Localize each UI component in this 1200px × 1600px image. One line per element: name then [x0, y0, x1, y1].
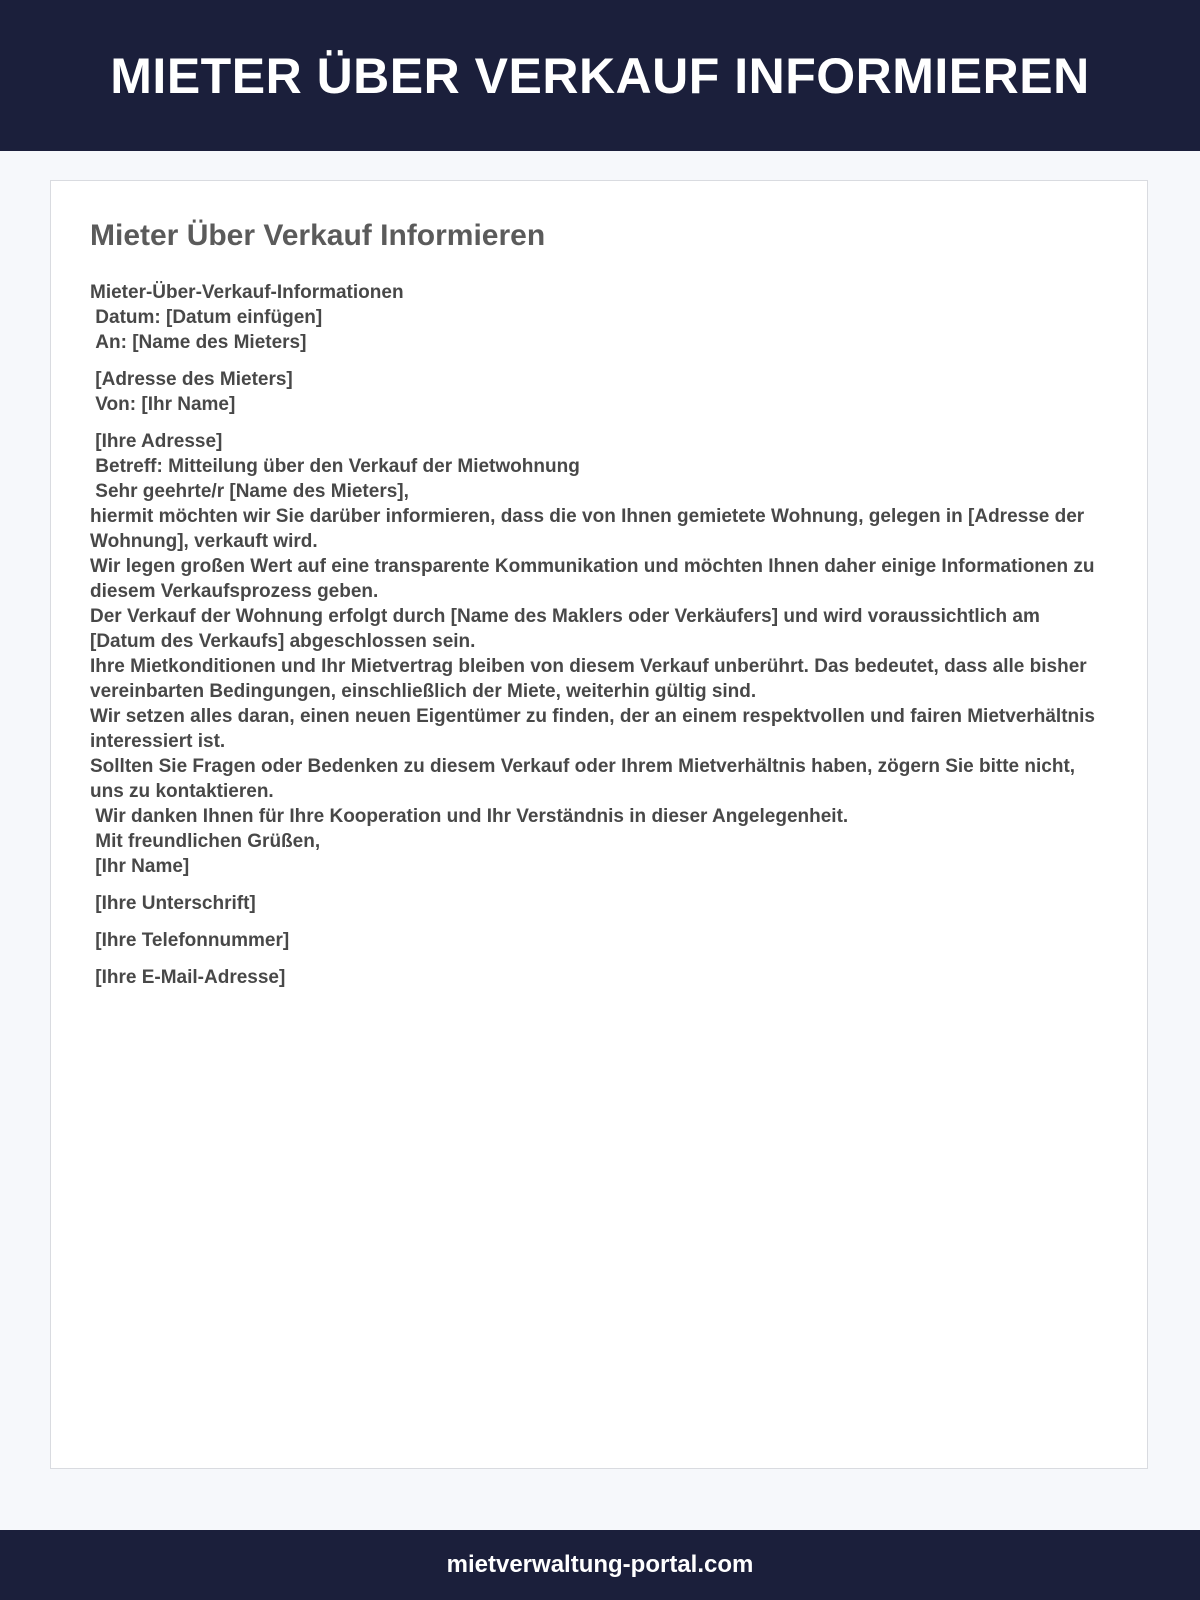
letter-subject: Betreff: Mitteilung über den Verkauf der Mietwohnung — [90, 456, 580, 477]
letter-phone: [Ihre Telefonnummer] — [90, 930, 290, 951]
letter-email: [Ihre E-Mail-Adresse] — [90, 967, 286, 988]
letter-recipient-address: [Adresse des Mieters] — [90, 369, 293, 390]
letter-heading: Mieter-Über-Verkauf-Informationen — [90, 282, 404, 303]
document-card — [50, 180, 1148, 1469]
letter-signer-name: [Ihr Name] — [90, 856, 190, 877]
letter-salutation: Sehr geehrte/r [Name des Mieters], — [90, 481, 409, 502]
letter-paragraph: hiermit möchten wir Sie darüber informieren, dass die von Ihnen gemietete Wohnung, gelegen in [Adresse der Wohnung], verkauft wird. — [90, 506, 1090, 552]
letter-paragraph: Wir setzen alles daran, einen neuen Eigentümer zu finden, der an einem respektvollen und fairen Mietverhältnis interessiert ist. — [90, 706, 1101, 752]
letter-paragraph: Ihre Mietkonditionen und Ihr Mietvertrag bleiben von diesem Verkauf unberührt. Das bedeutet, dass alle bisher vereinbarten Bedingungen, einschließlich der Miete, weiterhin gültig sind. — [90, 656, 1092, 702]
letter-closing: Mit freundlichen Grüßen, — [90, 831, 321, 852]
letter-sender: Von: [Ihr Name] — [90, 394, 236, 415]
letter-recipient: An: [Name des Mieters] — [90, 332, 307, 353]
page-header — [0, 0, 1200, 151]
letter-signature: [Ihre Unterschrift] — [90, 893, 256, 914]
document-title: Mieter Über Verkauf Informieren — [90, 219, 546, 252]
letter-date: Datum: [Datum einfügen] — [90, 307, 323, 328]
letter-paragraph: Wir legen großen Wert auf eine transparente Kommunikation und möchten Ihnen daher einige Informationen zu diesem Verkaufsprozess geben. — [90, 556, 1100, 602]
page-footer — [0, 1530, 1200, 1600]
page-header-title: MIETER ÜBER VERKAUF INFORMIEREN — [110, 47, 1090, 104]
letter-thanks: Wir danken Ihnen für Ihre Kooperation und Ihr Verständnis in dieser Angelegenheit. — [90, 806, 849, 827]
footer-site-link[interactable]: mietverwaltung-portal.com — [446, 1551, 754, 1578]
letter-paragraph: Sollten Sie Fragen oder Bedenken zu diesem Verkauf oder Ihrem Mietverhältnis haben, zögern Sie bitte nicht, uns zu kontaktieren. — [90, 756, 1081, 802]
letter-sender-address: [Ihre Adresse] — [90, 431, 223, 452]
letter-paragraph: Der Verkauf der Wohnung erfolgt durch [Name des Maklers oder Verkäufers] und wird voraussichtlich am [Datum des Verkaufs] abgeschlossen sein. — [90, 606, 1046, 652]
letter-body — [90, 280, 1100, 990]
